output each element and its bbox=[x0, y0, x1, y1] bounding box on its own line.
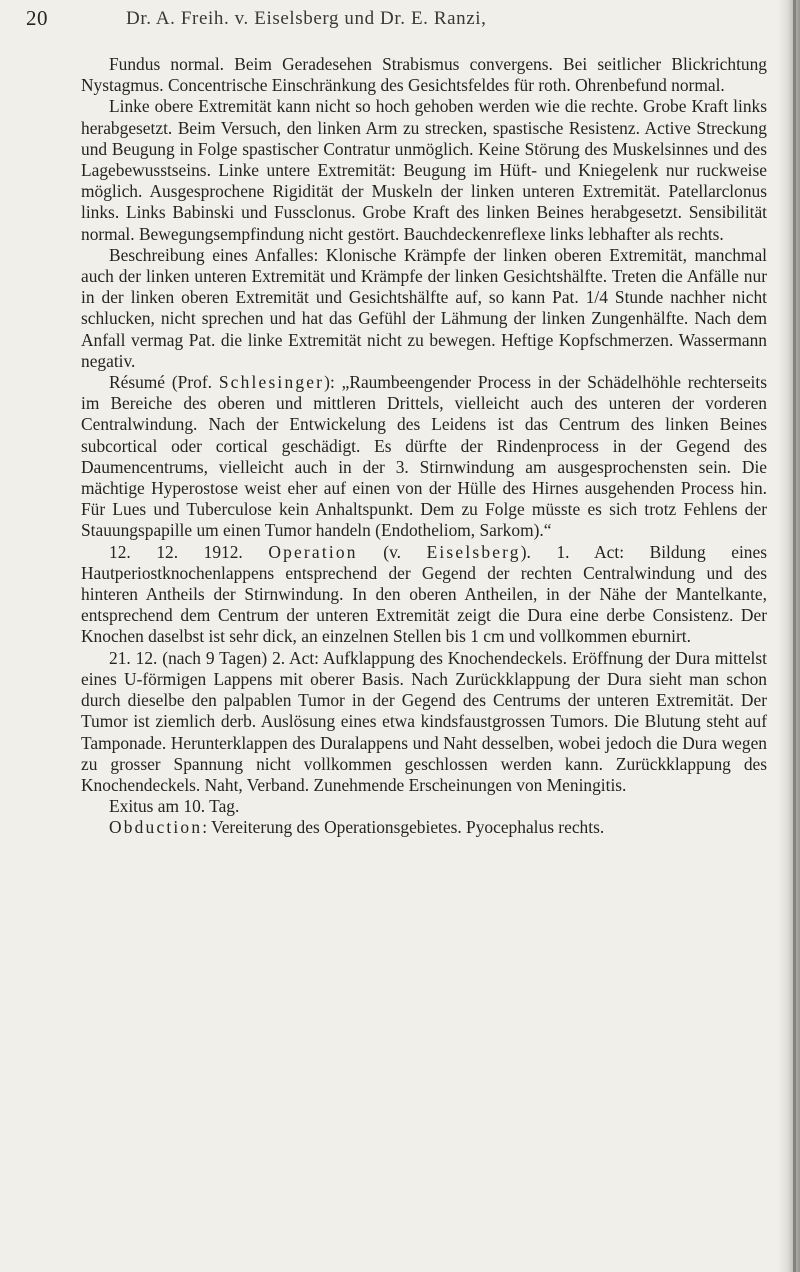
resume-text: ): „Raumbeengender Process in der Schädelhöhle rechterseits im Bereiche des oberen und mittleren Drittels, vielleicht auch des unteren der vorderen Centralwindung. Nach der Entwickelung des Leidens ist das Centrum des linken Beines subcortical oder cortical geschädigt. Es dürfte der Rindenprocess in der Gegend des Daumencentrums, vielleicht auch in der 3. Stirnwindung am ausgesprochensten sein. Die mächtige Hyperostose weist eher auf einen von der Hülle des Hirnes ausgehenden Process hin. Für Lues und Tuberculose kein Anhaltspunkt. Dem zu Folge müsste es sich trotz Fehlens der Stauungspapille um einen Tumor handeln (Endotheliom, Sarkom).“ bbox=[81, 372, 767, 541]
resume-author: Schlesinger bbox=[218, 372, 325, 393]
page-number: 20 bbox=[26, 6, 48, 30]
running-head: Dr. A. Freih. v. Eiselsberg und Dr. E. Ranzi, bbox=[126, 8, 487, 29]
paragraph-resume bbox=[81, 372, 767, 542]
paragraph-obduction bbox=[81, 817, 767, 838]
operation-date: 12. 12. 1912. bbox=[109, 541, 269, 562]
paragraph-fundus: Fundus normal. Beim Geradesehen Strabismus convergens. Bei seitlicher Blickrichtung Nystagmus. Concentrische Einschränkung des Gesichtsfeldes für roth. Ohrenbefund normal. bbox=[81, 54, 767, 96]
obduction-heading: Obduction bbox=[109, 817, 203, 838]
body-text bbox=[81, 54, 767, 839]
operation-mid: (v. bbox=[357, 541, 427, 562]
paragraph-operation bbox=[81, 542, 767, 648]
paragraph-second-act: 21. 12. (nach 9 Tagen) 2. Act: Aufklappung des Knochendeckels. Eröffnung der Dura mittelst eines U-förmigen Lappens mit oberer Basis. Nach Zurückklappung der Dura sieht man schon durch dieselbe den palpablen Tumor in der Gegend des Centrums der unteren Extremität. Der Tumor ist ziemlich derb. Auslösung eines etwa kindsfaustgrossen Tumors. Die Blutung steht auf Tamponade. Herunterklappen des Duralappens und Naht desselben, wobei jedoch die Dura wegen zu grosser Spannung nicht vollkommen geschlossen werden kann. Zurückklappung des Knochendeckels. Naht, Verband. Zunehmende Erscheinungen von Meningitis. bbox=[81, 647, 767, 795]
page-header bbox=[26, 6, 746, 34]
page-edge-line bbox=[793, 0, 796, 1272]
paragraph-seizure-description: Beschreibung eines Anfalles: Klonische Krämpfe der linken oberen Extremität, manchmal auch der linken unteren Extremität und Krämpfe der linken Gesichtshälfte. Treten die Anfälle nur in der linken oberen Extremität und Gesichtshälfte auf, so kann Pat. 1/4 Stunde nachher nicht schlucken, nicht sprechen und hat das Gefühl der Lähmung der linken Zungenhälfte. Nach dem Anfall vermag Pat. die linke Extremität nicht zu bewegen. Heftige Kopfschmerzen. Wassermann negativ. bbox=[81, 244, 767, 371]
page-edge-shadow bbox=[778, 0, 800, 1272]
operation-text: ). 1. Act: Bildung eines Hautperiostknochenlappens entsprechend der Gegend der rechten Centralwindung und des hinteren Antheils der Stirnwindung. In den oberen Antheilen, in der Nähe der Mantelkante, entsprechend dem Centrum der unteren Extremität zeigt die Dura eine derbe Consistenz. Der Knochen daselbst ist sehr dick, an einzelnen Stellen bis 1 cm und vollkommen eburnirt. bbox=[81, 541, 767, 647]
obduction-text: : Vereiterung des Operationsgebietes. Pyocephalus rechts. bbox=[202, 817, 605, 838]
operation-surgeon: Eiselsberg bbox=[426, 541, 521, 562]
resume-prefix: Résumé (Prof. bbox=[109, 372, 219, 393]
paragraph-extremity-findings: Linke obere Extremität kann nicht so hoch gehoben werden wie die rechte. Grobe Kraft links herabgesetzt. Beim Versuch, den linken Arm zu strecken, spastische Resistenz. Active Streckung und Beugung in Folge spastischer Contratur unmöglich. Keine Störung des Muskelsinnes und des Lagebewusstseins. Linke untere Extremität: Beugung im Hüft- und Kniegelenk nur ruckweise möglich. Ausgesprochene Rigidität der Muskeln der linken unteren Extremität. Patellarclonus links. Links Babinski und Fussclonus. Grobe Kraft des linken Beines herabgesetzt. Sensibilität normal. Bewegungsempfindung nicht gestört. Bauchdeckenreflexe links lebhafter als rechts. bbox=[81, 96, 767, 244]
operation-heading: Operation bbox=[268, 541, 358, 562]
paragraph-exitus: Exitus am 10. Tag. bbox=[109, 796, 240, 817]
